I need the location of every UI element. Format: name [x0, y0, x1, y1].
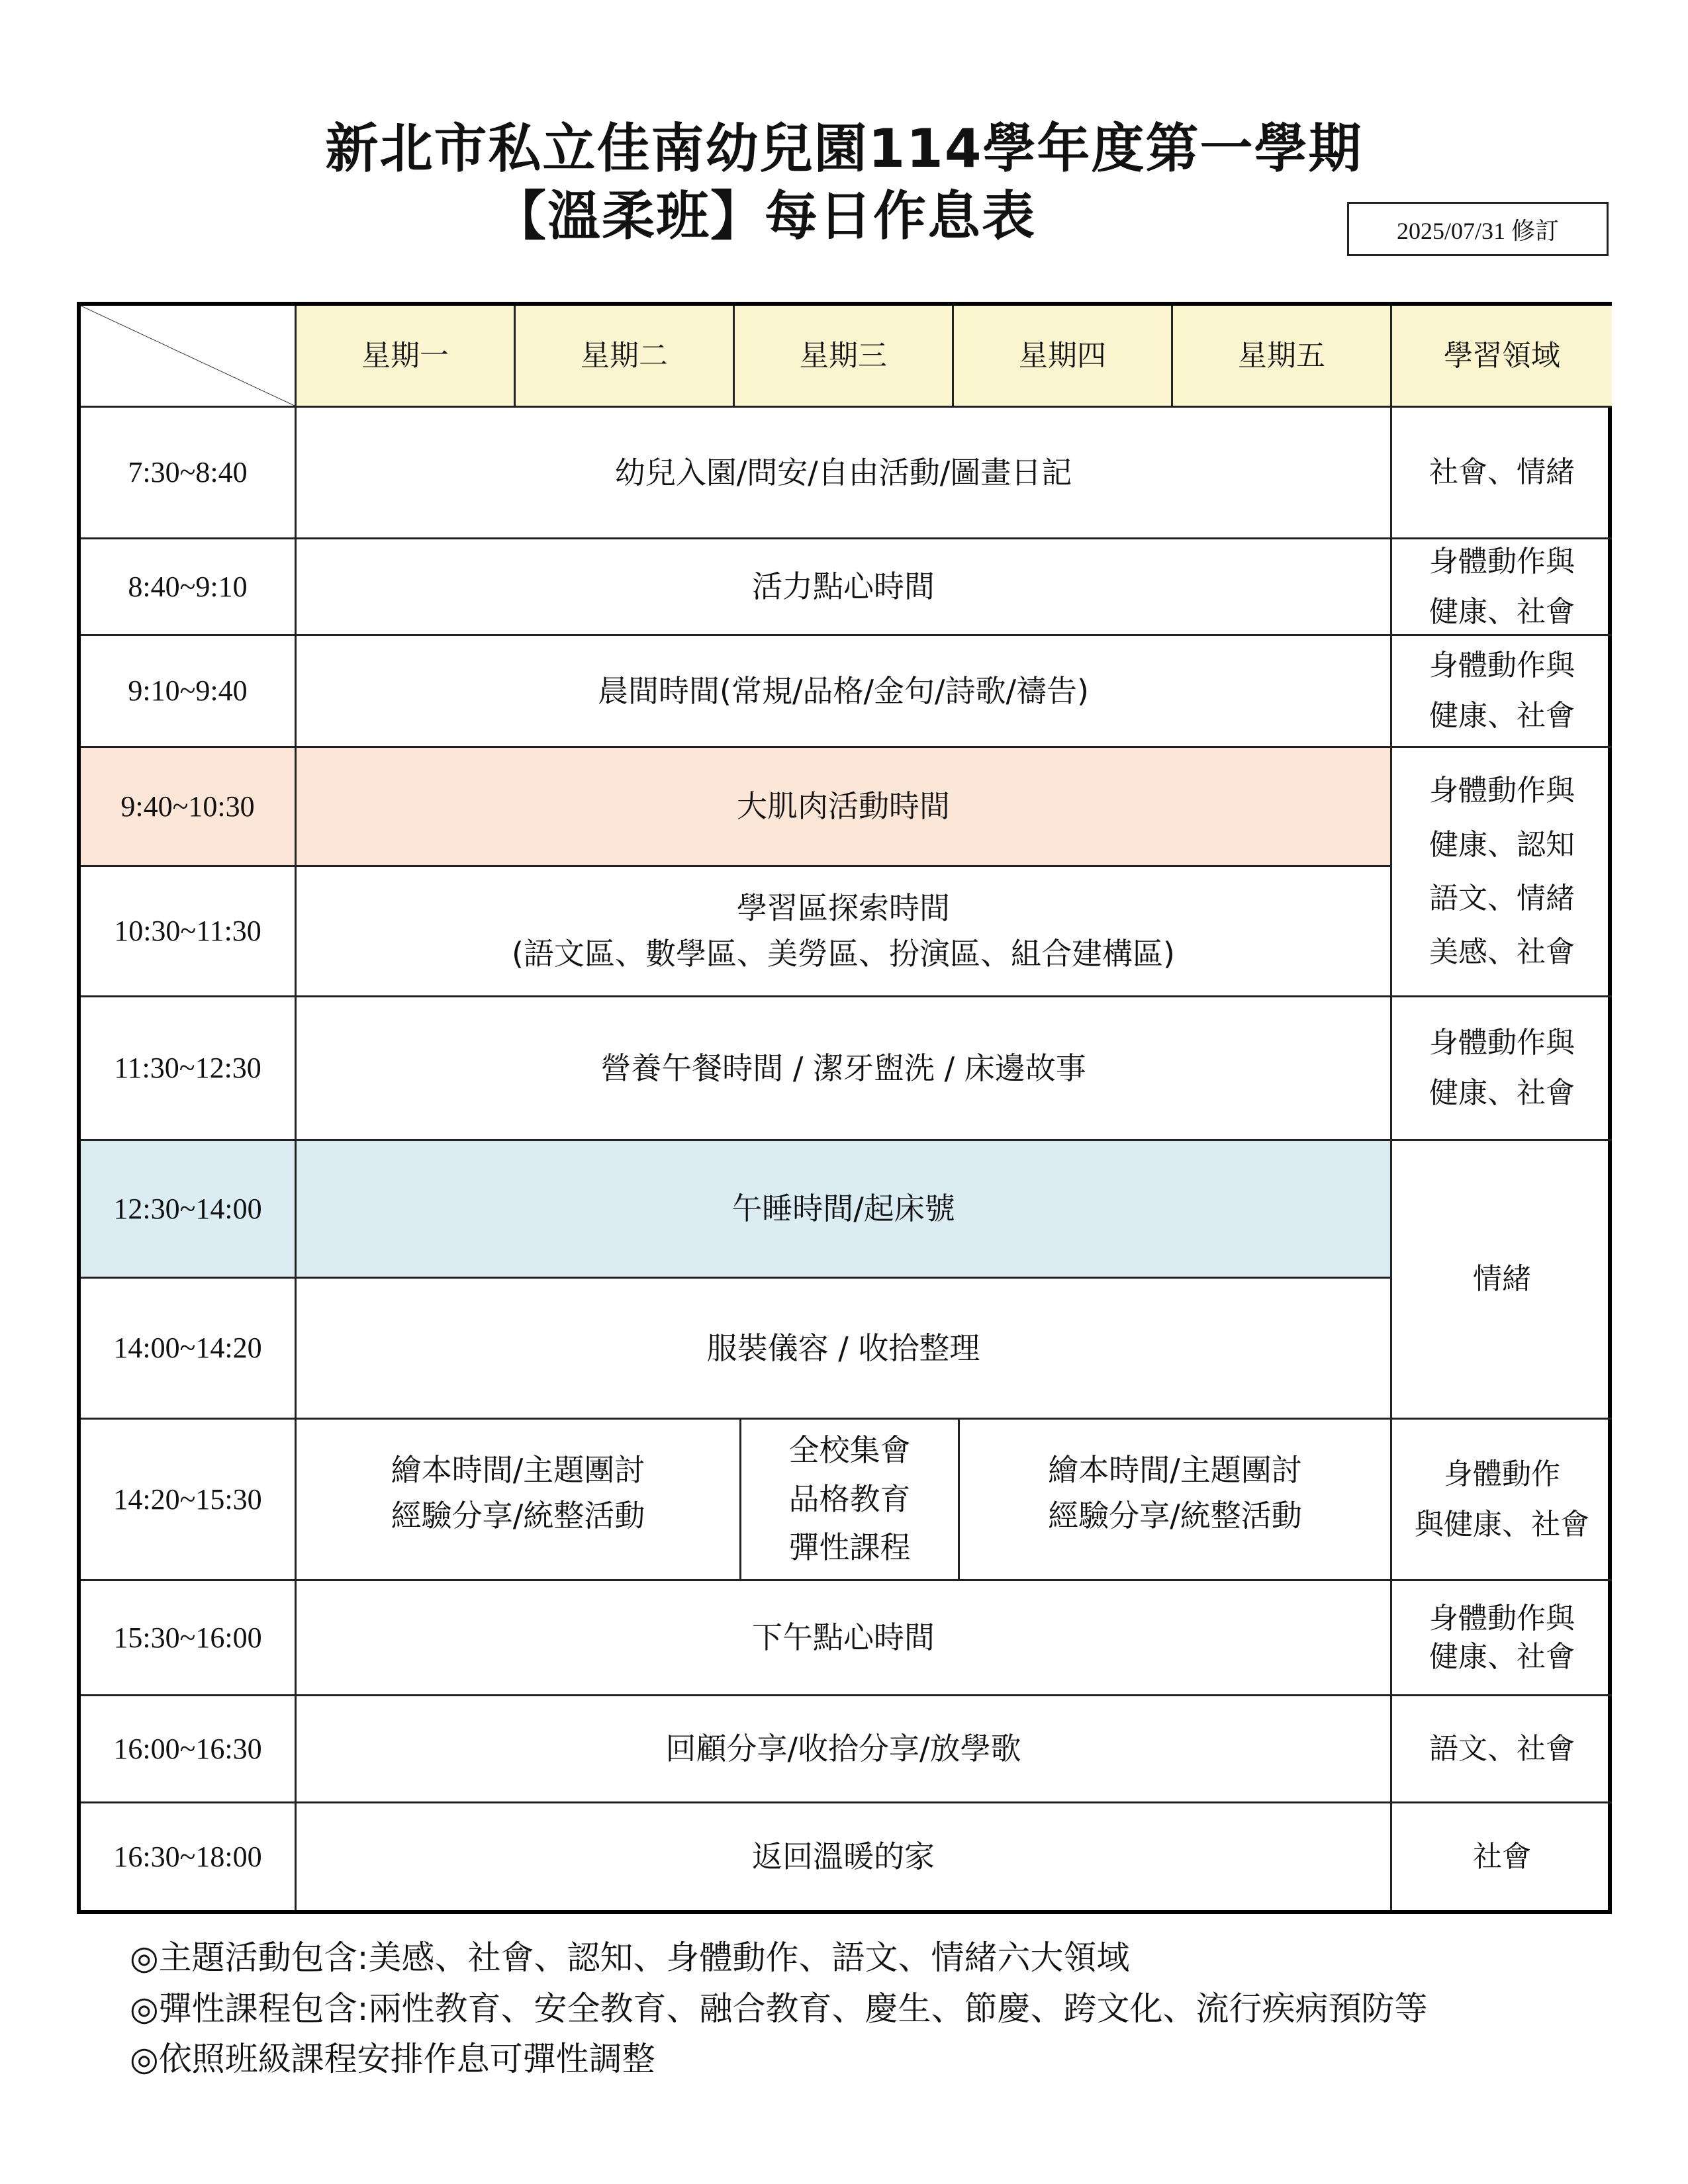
- header-monday: 星期一: [297, 306, 516, 408]
- domain-cell: 社會: [1473, 1839, 1531, 1874]
- activity-cell: 大肌肉活動時間: [297, 748, 1392, 867]
- domain-line: 身體動作與: [1429, 1602, 1575, 1636]
- domain-cell: [1392, 636, 1612, 748]
- activity-cell-thu-fri: [960, 1420, 1392, 1581]
- time-cell: 11:30~12:30: [81, 997, 297, 1141]
- footnote-themes: ◎主題活動包含:美感、社會、認知、身體動作、語文、情緒六大領域: [130, 1938, 1130, 1977]
- domain-line: 健康、社會: [1429, 1639, 1575, 1674]
- activity-line: 繪本時間/主題團討: [391, 1451, 645, 1488]
- activity-line: 品格教育: [788, 1480, 911, 1517]
- activity-line: 經驗分享/統整活動: [1048, 1497, 1302, 1533]
- time-cell: 9:40~10:30: [81, 748, 297, 867]
- header-thursday: 星期四: [954, 306, 1173, 408]
- domain-line: 身體動作: [1444, 1457, 1560, 1491]
- schedule-table: [77, 302, 1612, 1914]
- domain-line: 語文、情緒: [1429, 882, 1575, 915]
- domain-cell: 情緒: [1392, 1141, 1612, 1420]
- activity-cell: 活力點心時間: [297, 539, 1392, 636]
- activity-cell: 服裝儀容 / 收拾整理: [297, 1279, 1392, 1420]
- activity-cell: 幼兒入園/問安/自由活動/圖畫日記: [297, 408, 1392, 539]
- time-cell: 7:30~8:40: [81, 408, 297, 539]
- time-cell: 10:30~11:30: [81, 867, 297, 997]
- domain-line: 身體動作與: [1429, 544, 1575, 578]
- activity-line: 繪本時間/主題團討: [1048, 1451, 1302, 1488]
- domain-line: 與健康、社會: [1415, 1507, 1589, 1541]
- header-tuesday: 星期二: [516, 306, 735, 408]
- activity-cell: 晨間時間(常規/品格/金句/詩歌/禱告): [297, 636, 1392, 748]
- activity-line: 彈性課程: [788, 1529, 911, 1566]
- page-subtitle: 【溫柔班】每日作息表: [493, 185, 1036, 247]
- header-learning-domain: 學習領域: [1392, 306, 1612, 408]
- domain-line: 健康、社會: [1429, 594, 1575, 629]
- domain-line: 美感、社會: [1429, 935, 1575, 970]
- time-cell: 12:30~14:00: [81, 1141, 297, 1279]
- footnote-flexible-courses: ◎彈性課程包含:兩性教育、安全教育、融合教育、慶生、節慶、跨文化、流行疾病預防等: [130, 1989, 1428, 2028]
- time-cell: 16:30~18:00: [81, 1803, 297, 1910]
- time-cell: 15:30~16:00: [81, 1581, 297, 1696]
- domain-cell: [1392, 1581, 1612, 1696]
- activity-line: 學習區探索時間: [737, 890, 950, 926]
- domain-cell: 語文、社會: [1392, 1696, 1612, 1803]
- activity-cell: [297, 867, 1392, 997]
- domain-cell: [1392, 539, 1612, 636]
- activity-cell: 營養午餐時間 / 潔牙盥洗 / 床邊故事: [297, 997, 1392, 1141]
- time-cell: 14:00~14:20: [81, 1279, 297, 1420]
- domain-line: 健康、社會: [1429, 699, 1575, 733]
- footnote-adjustment: ◎依照班級課程安排作息可彈性調整: [130, 2040, 655, 2078]
- activity-cell: 午睡時間/起床號: [297, 1141, 1392, 1279]
- time-cell: 16:00~16:30: [81, 1696, 297, 1803]
- activity-line: (語文區、數學區、美勞區、扮演區、組合建構區): [512, 936, 1175, 972]
- activity-line: 全校集會: [788, 1432, 911, 1469]
- weekday-split-row: [297, 1420, 1392, 1581]
- activity-cell: 下午點心時間: [297, 1581, 1392, 1696]
- domain-line: 身體動作與: [1429, 1026, 1575, 1060]
- header-friday: 星期五: [1173, 306, 1392, 408]
- revision-date-box: 2025/07/31 修訂: [1347, 202, 1609, 256]
- page-title: 新北市私立佳南幼兒園114學年度第一學期: [325, 118, 1363, 179]
- domain-line: 健康、社會: [1429, 1076, 1575, 1110]
- domain-cell: [1392, 748, 1612, 997]
- header-corner-cell: [81, 306, 297, 408]
- diagonal-line: [81, 306, 295, 406]
- time-cell: 14:20~15:30: [81, 1420, 297, 1581]
- domain-line: 身體動作與: [1429, 774, 1575, 808]
- domain-cell: 社會、情緒: [1392, 408, 1612, 539]
- activity-cell: 回顧分享/收拾分享/放學歌: [297, 1696, 1392, 1803]
- time-cell: 8:40~9:10: [81, 539, 297, 636]
- activity-line: 經驗分享/統整活動: [391, 1497, 645, 1533]
- header-wednesday: 星期三: [735, 306, 954, 408]
- footnotes: [130, 1933, 1427, 2085]
- domain-line: 健康、認知: [1429, 827, 1575, 862]
- activity-cell-wed: [741, 1420, 960, 1581]
- time-cell: 9:10~9:40: [81, 636, 297, 748]
- domain-line: 身體動作與: [1429, 649, 1575, 683]
- activity-cell: 返回溫暖的家: [297, 1803, 1392, 1910]
- activity-cell-mon-tue: [297, 1420, 741, 1581]
- domain-cell: [1392, 1420, 1612, 1581]
- domain-cell: [1392, 997, 1612, 1141]
